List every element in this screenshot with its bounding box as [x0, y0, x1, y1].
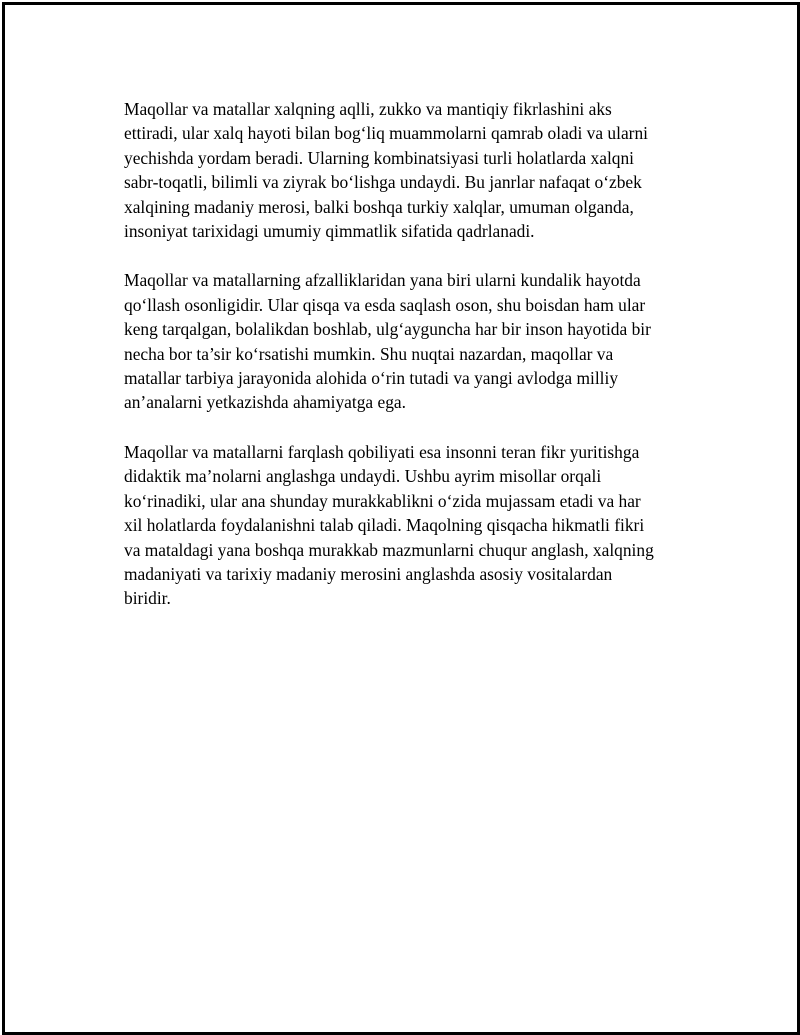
document-body	[124, 97, 704, 636]
paragraph-1: Maqollar va matallar xalqning aqlli, zukko va mantiqiy fikrlashini aks ettiradi, ular xalq hayoti bilan bog‘liq muammolarni qamrab oladi va ularni yechishda yordam beradi. Ularning kombinatsiyasi turli holatlarda xalqni sabr-toqatli, bilimli va ziyrak bo‘lishga undaydi. Bu janrlar nafaqat o‘zbek xalqining madaniy merosi, balki boshqa turkiy xalqlar, umuman olganda, insoniyat tarixidagi umumiy qimmatlik sifatida qadrlanadi.	[124, 99, 648, 242]
paragraph-2: Maqollar va matallarning afzalliklaridan yana biri ularni kundalik hayotda qo‘llash osonligidir. Ular qisqa va esda saqlash oson, shu boisdan ham ular keng tarqalgan, bolalikdan boshlab, ulg‘ayguncha har bir inson hayotida bir necha bor ta’sir ko‘rsatishi mumkin. Shu nuqtai nazardan, maqollar va matallar tarbiya jarayonida alohida o‘rin tutadi va yangi avlodga milliy an’analarni yetkazishda ahamiyatga ega.	[124, 270, 651, 413]
page-frame	[2, 2, 800, 1035]
paragraph-3: Maqollar va matallarni farqlash qobiliyati esa insonni teran fikr yuritishga didaktik ma’nolarni anglashga undaydi. Ushbu ayrim misollar orqali ko‘rinadiki, ular ana shunday murakkablikni o‘zida mujassam etadi va har xil holatlarda foydalanishni talab qiladi. Maqolning qisqacha hikmatli fikri va mataldagi yana boshqa murakkab mazmunlarni chuqur anglash, xalqning madaniyati va tarixiy madaniy merosini anglashda asosiy vositalardan biridir.	[124, 441, 654, 609]
